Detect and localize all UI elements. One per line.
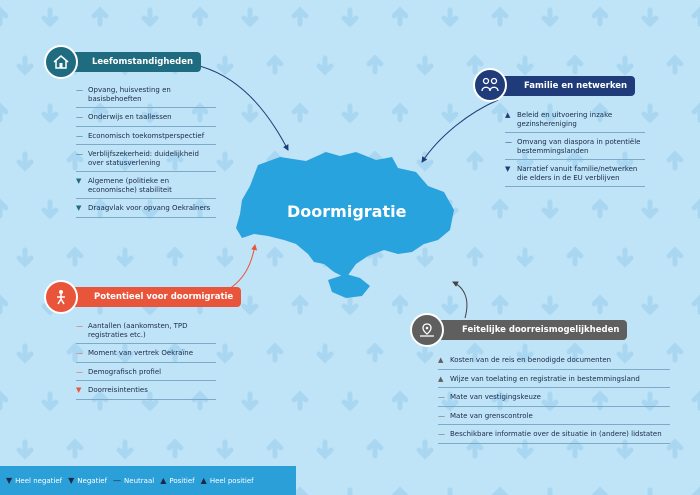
neutral-marker-icon: — <box>76 131 83 140</box>
legend-item <box>201 476 254 485</box>
list-item <box>438 356 670 370</box>
legend-item <box>6 476 62 485</box>
positive-legend-icon: ▲ <box>160 476 167 485</box>
list-item-text: Moment van vertrek Oekraïne <box>88 349 194 357</box>
legend-label: Positief <box>169 476 195 485</box>
legend-label: Negatief <box>77 476 108 485</box>
legend-item <box>68 476 107 485</box>
neutral-marker-icon: — <box>438 411 445 420</box>
list-item <box>438 412 670 426</box>
list-item-text: Demografisch profiel <box>88 367 162 376</box>
list-item <box>438 375 670 389</box>
node-title: Potentieel voor doormigratie <box>60 287 241 307</box>
neutral-marker-icon: — <box>76 113 83 121</box>
very-negative-legend-icon: ▼ <box>6 476 13 485</box>
list-item-text: Doorreisintenties <box>88 386 148 394</box>
positive-marker-icon: ▲ <box>438 374 444 383</box>
ukraine-map <box>228 140 458 310</box>
list-item <box>438 430 670 444</box>
list-item <box>76 86 216 108</box>
list-item-text: Beschikbare informatie over de situatie in (andere) lidstaten <box>450 430 662 438</box>
negative-marker-icon: ▼ <box>76 204 82 212</box>
neutral-marker-icon: — <box>76 349 83 357</box>
neutral-marker-icon: — <box>76 86 83 94</box>
list-item <box>76 177 216 199</box>
migration-icon <box>44 280 78 314</box>
list-item <box>76 368 216 382</box>
center-title: Doormigratie <box>287 202 407 221</box>
node-title: Familie en netwerken <box>490 76 635 96</box>
list-item-text: Mate van vestigingskeuze <box>450 393 541 401</box>
list-item <box>438 393 670 407</box>
positive-marker-icon: ▲ <box>438 356 444 364</box>
very-positive-legend-icon: ▲ <box>200 476 207 485</box>
neutral-marker-icon: — <box>76 150 83 158</box>
list-feitelijke <box>438 356 670 449</box>
neutral-marker-icon: — <box>76 322 83 330</box>
neutral-marker-icon: — <box>438 393 445 401</box>
legend-label: Heel negatief <box>15 476 63 485</box>
neutral-marker-icon: — <box>438 430 445 438</box>
list-familie <box>505 111 645 192</box>
legend <box>0 466 296 495</box>
list-item <box>76 204 216 218</box>
node-title: Leefomstandigheden <box>58 52 201 72</box>
positive-marker-icon: ▲ <box>505 111 511 119</box>
neutral-legend-icon: — <box>113 476 122 485</box>
list-item <box>76 349 216 363</box>
list-leefomstandigheden <box>76 86 216 223</box>
home-icon <box>44 45 78 79</box>
list-item <box>505 111 645 133</box>
legend-item <box>160 476 194 485</box>
legend-item <box>113 476 154 485</box>
legend-label: Heel positief <box>209 476 254 485</box>
neutral-marker-icon: — <box>76 367 83 376</box>
list-item <box>76 386 216 400</box>
list-item-text: Algemene (politieke en economische) stabiliteit <box>88 177 172 194</box>
list-item <box>76 150 216 172</box>
list-item-text: Narratief vanuit familie/netwerken die elders in de EU verblijven <box>517 165 638 182</box>
neutral-marker-icon: — <box>505 138 512 146</box>
list-item-text: Draagvlak voor opvang Oekraïners <box>88 204 211 212</box>
list-item-text: Wijze van toelating en registratie in bestemmingsland <box>450 374 640 383</box>
list-item <box>76 113 216 127</box>
people-icon <box>473 68 507 102</box>
list-item <box>76 322 216 344</box>
list-item <box>505 165 645 187</box>
list-item-text: Omvang van diaspora in potentiële bestemmingslanden <box>517 138 641 155</box>
list-item-text: Aantallen (aankomsten, TPD registraties etc.) <box>88 322 188 339</box>
negative-marker-icon: ▼ <box>76 177 82 185</box>
map-pin-icon <box>410 313 444 347</box>
negative-legend-icon: ▼ <box>68 476 75 485</box>
list-item-text: Opvang, huisvesting en basisbehoeften <box>88 86 171 103</box>
list-item-text: Onderwijs en taallessen <box>88 113 172 121</box>
list-item-text: Kosten van de reis en benodigde documenten <box>450 356 612 364</box>
node-title: Feitelijke doorreismogelijkheden <box>428 320 627 340</box>
list-item <box>76 132 216 146</box>
list-item-text: Beleid en uitvoering inzake gezinshereniging <box>517 111 613 128</box>
list-item-text: Economisch toekomstperspectief <box>88 131 205 140</box>
list-item <box>505 138 645 160</box>
list-item-text: Mate van grenscontrole <box>450 411 533 420</box>
list-item-text: Verblijfszekerheid: duidelijkheid over statusverlening <box>88 150 199 167</box>
negative-marker-icon: ▼ <box>76 386 82 394</box>
legend-label: Neutraal <box>124 476 155 485</box>
negative-marker-icon: ▼ <box>505 165 511 173</box>
list-potentieel <box>76 322 216 405</box>
